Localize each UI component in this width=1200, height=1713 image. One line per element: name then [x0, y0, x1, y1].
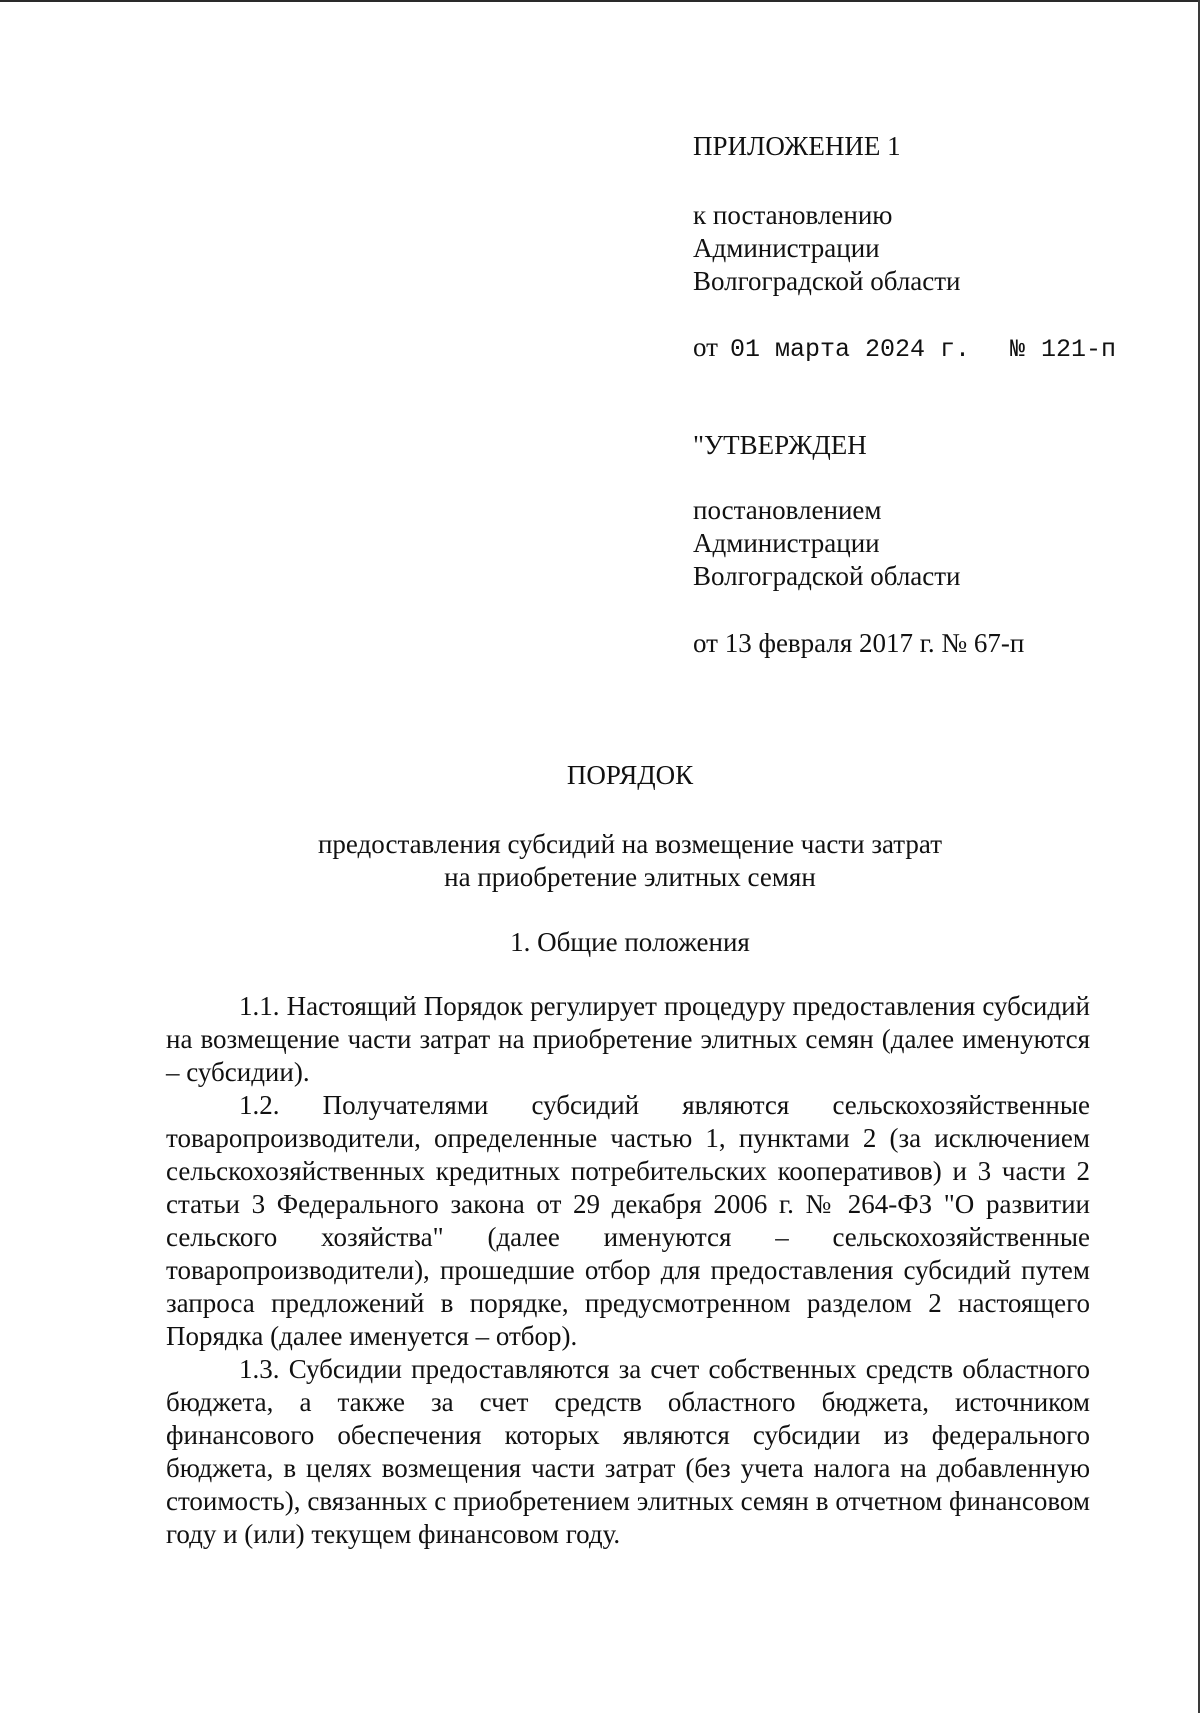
- appendix-number: 121-п: [1041, 335, 1117, 364]
- paragraph-1-3: 1.3. Субсидии предоставляются за счет собственных средств областного бюджета, а также за счет средств областного бюджета, источником финансового обеспечения которых являются субсидии из федерального бюджета, в целях возмещения части затрат (без учета налога на добавленную стоимость), связанных с приобретением элитных семян в отчетном финансовом году и (или) текущем финансовом году.: [166, 1354, 1090, 1549]
- body-text: [166, 990, 1090, 1551]
- appendix-heading-text: ПРИЛОЖЕНИЕ 1: [693, 131, 901, 161]
- approval-date-text: от 13 февраля 2017 г. № 67-п: [693, 628, 1025, 658]
- approval-by-line: Волгоградской области: [693, 561, 961, 591]
- section-title: 1. Общие положения: [510, 927, 750, 957]
- appendix-number-sign: №: [1010, 335, 1026, 364]
- approval-date-line: [693, 627, 1024, 660]
- scan-edge-top: [0, 0, 1200, 2]
- appendix-date-row: [693, 331, 1116, 366]
- appendix-heading: [693, 130, 901, 163]
- document-subtitle-line: на приобретение элитных семян: [444, 862, 816, 892]
- approval-by-block: [693, 494, 961, 593]
- paragraph-1-2: 1.2. Получателями субсидий являются сельскохозяйственные товаропроизводители, определенные частью 1, пунктами 2 (за исключением сельскохозяйственных кредитных потребительских кооперативов) и 3 части 2 статьи 3 Федерального закона от 29 декабря 2006 г. № 264-ФЗ "О развитии сельского хозяйства" (далее именуются – сельскохозяйственные товаропроизводители), прошедшие отбор для предоставления субсидий путем запроса предложений в порядке, предусмотренном разделом 2 настоящего Порядка (далее именуется – отбор).: [166, 1090, 1090, 1351]
- paragraph-1-1: 1.1. Настоящий Порядок регулирует процедуру предоставления субсидий на возмещение части затрат на приобретение элитных семян (далее именуются – субсидии).: [166, 991, 1090, 1087]
- approval-by-line: Администрации: [693, 528, 880, 558]
- approval-by-line: постановлением: [693, 495, 882, 525]
- document-subtitle-line: предоставления субсидий на возмещение части затрат: [317, 829, 943, 859]
- approval-heading: [693, 429, 867, 462]
- document-title: ПОРЯДОК: [566, 760, 694, 790]
- appendix-to-line: к постановлению: [693, 200, 893, 230]
- appendix-to-line: Волгоградской области: [693, 266, 961, 296]
- appendix-to-block: [693, 199, 961, 298]
- appendix-date-prefix: от: [693, 332, 718, 362]
- appendix-date: 01 марта 2024 г.: [729, 335, 970, 364]
- appendix-to-line: Администрации: [693, 233, 880, 263]
- approval-heading-text: "УТВЕРЖДЕН: [693, 430, 867, 460]
